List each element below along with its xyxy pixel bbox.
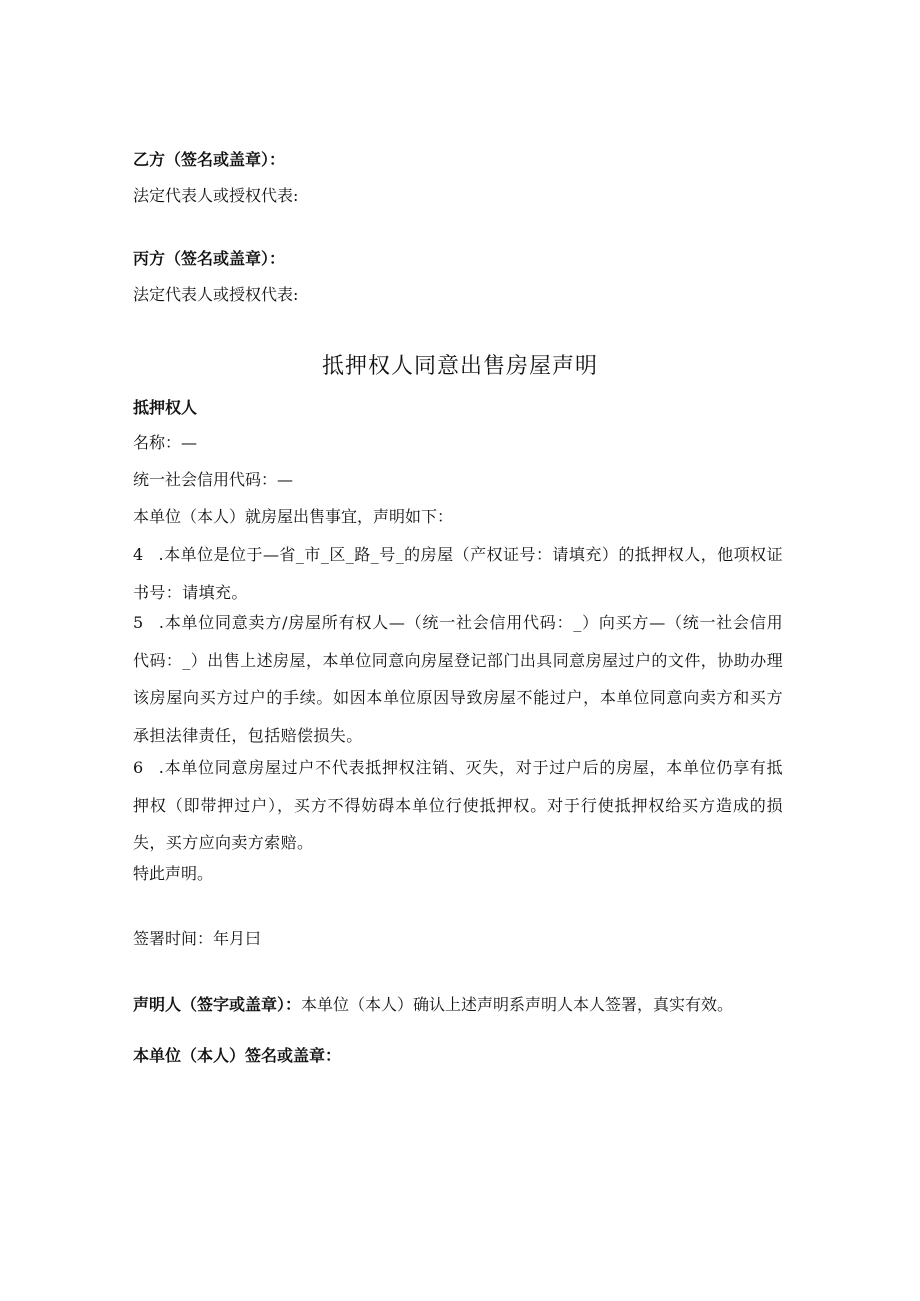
- declarant-line: [133, 995, 733, 1015]
- mortgagee-heading: 抵押权人: [133, 398, 198, 417]
- clause-number: 5: [133, 613, 144, 632]
- party-b-representative: 法定代表人或授权代表:: [133, 186, 299, 205]
- declarant-label: 声明人（签字或盖章）：: [133, 995, 302, 1014]
- final-signature-label: 本单位（本人）签名或盖章：: [133, 1046, 342, 1065]
- clause-number: 4: [133, 545, 144, 564]
- clause-4: [133, 536, 783, 611]
- clause-text: .本单位同意房屋过户不代表抵押权注销、灭失，对于过户后的房屋，本单位仍享有抵押权（即带押过户），买方不得妨碍本单位行使抵押权。对于行使抵押权给买方造成的损失，买方应向卖方索赔。: [133, 758, 783, 852]
- party-c-representative: 法定代表人或授权代表:: [133, 285, 299, 304]
- clause-6: [133, 749, 783, 862]
- party-b-heading: 乙方（签名或盖章）：: [133, 150, 286, 169]
- closing-statement: 特此声明。: [133, 864, 214, 883]
- clause-5: [133, 604, 783, 754]
- clause-text: .本单位是位于—省_市_区_路_号_的房屋（产权证号：请填充）的抵押权人，他项权证书号：请填充。: [133, 545, 783, 602]
- declarant-text: 本单位（本人）确认上述声明系声明人本人签署，真实有效。: [301, 995, 734, 1014]
- sign-time: 签署时间：年月曰: [133, 929, 262, 948]
- declaration-intro: 本单位（本人）就房屋出售事宜，声明如下：: [133, 507, 454, 526]
- party-c-heading: 丙方（签名或盖章）：: [133, 249, 286, 268]
- mortgagee-credit-code: 统一社会信用代码：—: [133, 470, 294, 489]
- clause-number: 6: [133, 758, 144, 777]
- clause-text: .本单位同意卖方/房屋所有权人—（统一社会信用代码：_）向买方—（统一社会信用代码：_）出售上述房屋，本单位同意向房屋登记部门出具同意房屋过户的文件，协助办理该房屋向买方过户的手续。如因本单位原因导致房屋不能过户，本单位同意向卖方和买方承担法律责任，包括赔偿损失。: [133, 613, 783, 745]
- mortgagee-name: 名称：—: [133, 433, 198, 452]
- page-title: 抵押权人同意出售房屋声明: [321, 354, 598, 379]
